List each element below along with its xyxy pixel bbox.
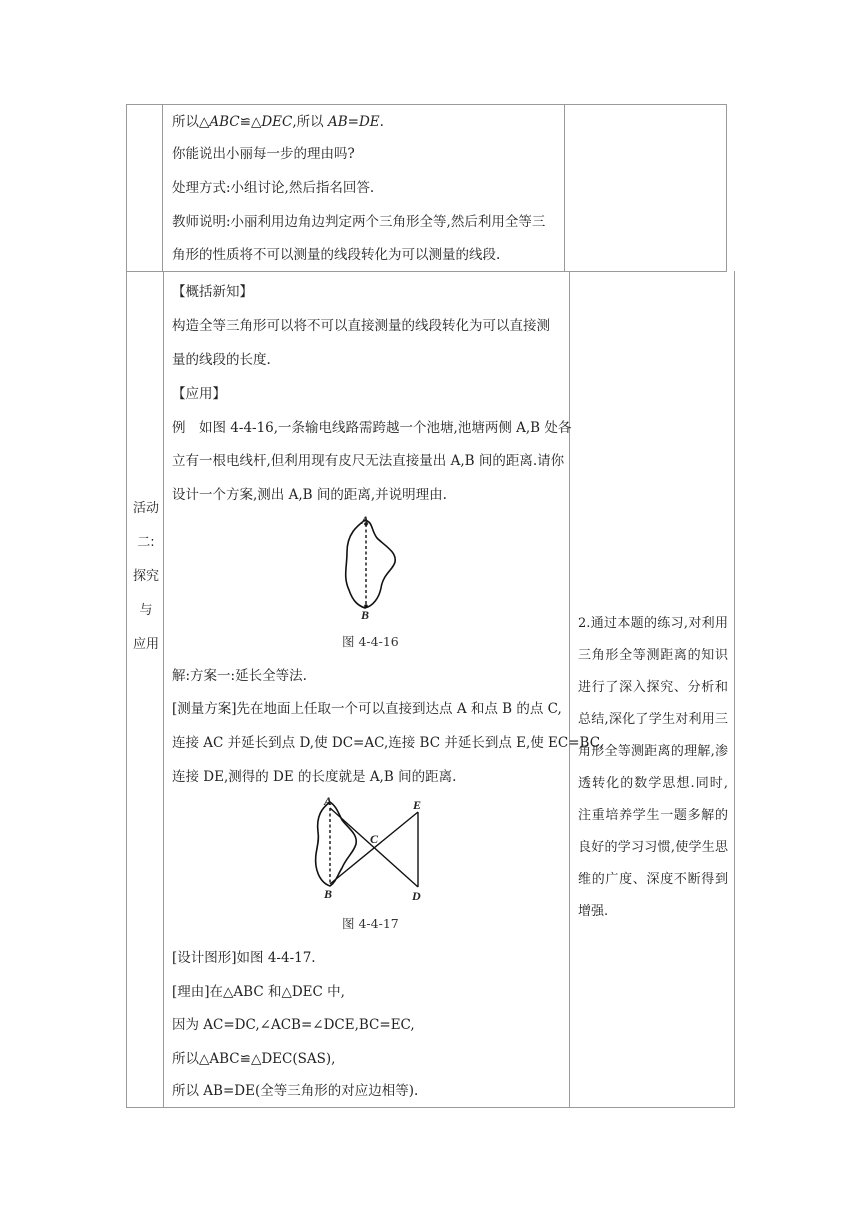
figure-caption-16: 图 4-4-16	[342, 634, 399, 649]
activity-label-3: 探究	[132, 569, 159, 584]
top-table-top-border	[126, 104, 727, 105]
heading-application: 【应用】	[172, 386, 226, 402]
label-d: D	[412, 889, 421, 903]
solution-line: 解:方案一:延长全等法.	[172, 668, 307, 684]
top-table-divider-2	[564, 104, 565, 272]
top-line-1: 所以△ABC≌△DEC,所以 AB=DE.	[172, 114, 384, 130]
measure-line-2: 连接 AC 并延长到点 D,使 DC=AC,连接 BC 并延长到点 E,使 EC=BC,	[172, 735, 604, 751]
label-a: A	[361, 513, 370, 527]
label-c: C	[370, 832, 379, 846]
main-table-right-border	[734, 271, 735, 1108]
heading-summary: 【概括新知】	[172, 284, 253, 300]
activity-label-2: 二:	[137, 535, 155, 550]
top-table-left-border	[126, 104, 127, 272]
label-b-2: B	[324, 887, 333, 901]
top-table-right-border	[726, 104, 727, 272]
design-intent-note: 2.通过本题的练习,对利用三角形全等测距离的知识进行了深入探究、分析和总结,深化了学生对利用三角形全等测距离的理解,渗透转化的数学思想.同时,注重培养学生一题多解的良好的学习习惯,使学生思维的广度、深度不断得到增强.	[578, 616, 728, 919]
measure-line-1: [测量方案]先在地面上任取一个可以直接到达点 A 和点 B 的点 C,	[172, 701, 562, 717]
summary-line-1: 构造全等三角形可以将不可以直接测量的线段转化为可以直接测	[172, 318, 550, 334]
reason-line-1: [理由]在△ABC 和△DEC 中,	[172, 984, 345, 1000]
summary-line-2: 量的线段的长度.	[172, 352, 271, 368]
design-line: [设计图形]如图 4-4-17.	[172, 950, 316, 966]
label-b: B	[361, 608, 370, 622]
label-a-2: A	[324, 794, 333, 808]
reason-line-3: 所以△ABC≌△DEC(SAS),	[172, 1051, 336, 1067]
figure-pond-ab	[335, 512, 405, 624]
top-table-divider-1	[162, 104, 163, 272]
top-line-5: 角形的性质将不可以测量的线段转化为可以测量的线段.	[172, 247, 501, 263]
segment-be	[330, 812, 418, 884]
main-table-left-border	[126, 271, 127, 1108]
main-table-divider-1	[163, 271, 164, 1108]
figure-congruent-triangles	[300, 792, 440, 907]
main-table-bottom-border	[126, 1107, 735, 1108]
top-line-3: 处理方式:小组讨论,然后指名回答.	[172, 180, 375, 196]
measure-line-3: 连接 DE,测得的 DE 的长度就是 A,B 间的距离.	[172, 769, 457, 785]
reason-line-2: 因为 AC=DC,∠ACB=∠DCE,BC=EC,	[172, 1017, 415, 1033]
top-line-2: 你能说出小丽每一步的理由吗?	[172, 146, 355, 162]
table-row-separator	[126, 271, 727, 272]
activity-label-4: 与	[139, 603, 153, 618]
main-table-divider-2	[569, 271, 570, 1108]
example-line-1: 例 如图 4-4-16,一条输电线路需跨越一个池塘,池塘两侧 A,B 处各	[172, 420, 572, 436]
pond-outline-2	[316, 802, 357, 886]
pond-outline	[346, 520, 396, 608]
activity-label-1: 活动	[132, 501, 159, 516]
reason-line-4: 所以 AB=DE(全等三角形的对应边相等).	[172, 1083, 419, 1099]
figure-caption-17: 图 4-4-17	[342, 916, 399, 931]
example-line-3: 设计一个方案,测出 A,B 间的距离,并说明理由.	[172, 487, 447, 503]
activity-label-5: 应用	[132, 637, 159, 652]
label-e: E	[413, 798, 422, 812]
example-line-2: 立有一根电线杆,但利用现有皮尺无法直接量出 A,B 间的距离.请你	[172, 453, 565, 469]
top-line-4: 教师说明:小丽利用边角边判定两个三角形全等,然后利用全等三	[172, 214, 546, 230]
